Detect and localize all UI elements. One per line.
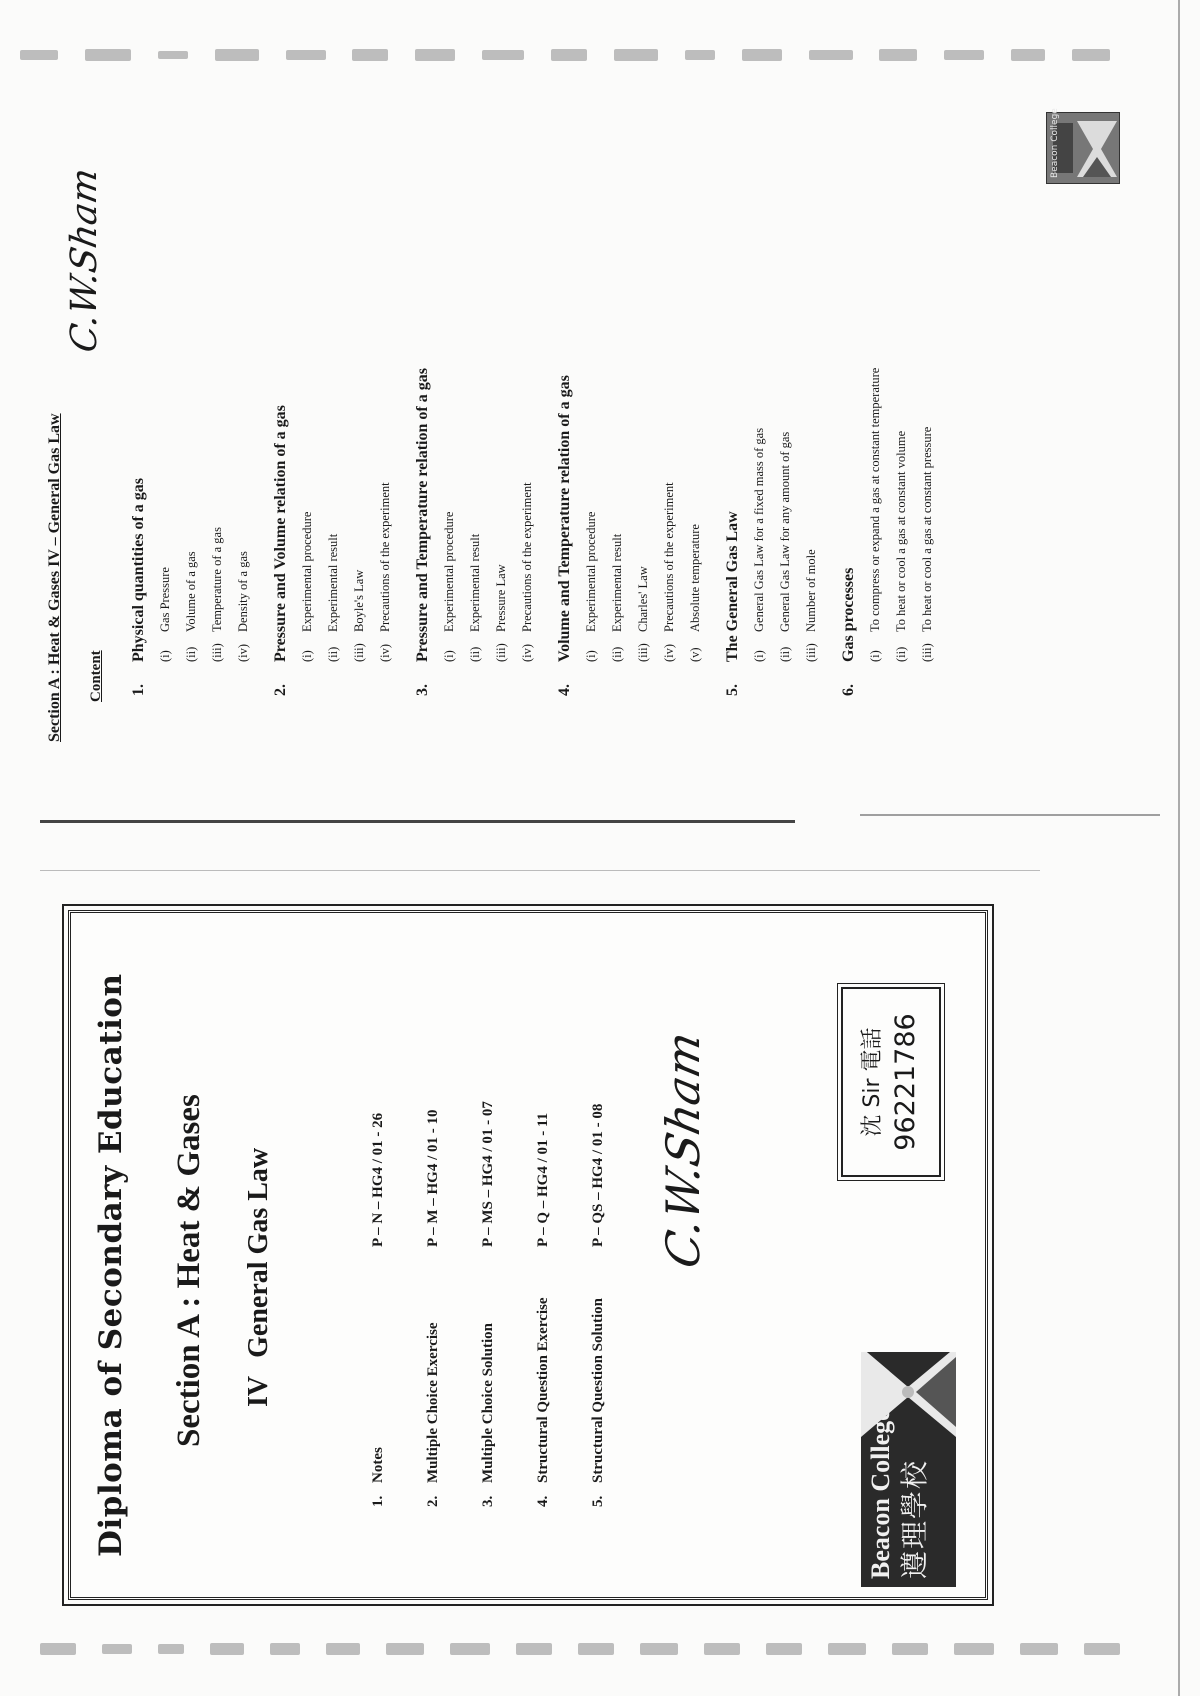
- cover-item-label: Notes: [370, 1447, 386, 1483]
- panel-divider-line: [40, 820, 795, 823]
- cover-item: [461, 947, 516, 1507]
- section-number: 5.: [724, 684, 741, 696]
- cover-item: [351, 947, 406, 1507]
- subitem-text: Absolute temperature: [687, 524, 702, 632]
- section-title-text: Pressure and Temperature relation of a gas: [414, 368, 431, 662]
- subitem-text: To heat or cool a gas at constant pressure: [919, 426, 934, 632]
- contents-subitem: [630, 56, 656, 696]
- contents-subitem: [462, 56, 488, 696]
- contents-subitem: [204, 56, 230, 696]
- subitem-number: (ii): [893, 646, 908, 662]
- cover-section-title: Section A : Heat & Gases: [171, 1094, 207, 1447]
- subitem-text: Temperature of a gas: [209, 527, 224, 632]
- cover-item-label: Structural Question Exercise: [535, 1297, 551, 1483]
- section-title-text: Physical quantities of a gas: [130, 477, 147, 662]
- subitem-text: Precautions of the experiment: [661, 482, 676, 632]
- contents-signature: C.W.Sham: [64, 165, 105, 356]
- cover-item-code: P – MS – HG4 / 01 - 07: [480, 1101, 496, 1247]
- contents-section-title: [552, 56, 578, 696]
- subitem-number: (iv): [377, 643, 392, 662]
- subitem-text: Experimental result: [609, 533, 624, 632]
- contents-subitem: [178, 56, 204, 696]
- subitem-number: (iii): [493, 643, 508, 662]
- cover-item-number: 5.: [590, 1495, 606, 1507]
- beacon-college-logo: [861, 1352, 956, 1587]
- cover-signature: C.W.Sham: [656, 1027, 710, 1273]
- subitem-text: Number of mole: [803, 549, 818, 632]
- cover-item-label: Multiple Choice Exercise: [425, 1322, 441, 1483]
- contact-phone: 96221786: [890, 1013, 921, 1151]
- logo-name: Beacon College: [866, 1409, 895, 1579]
- mini-logo-text: Beacon College: [1050, 108, 1060, 178]
- subitem-number: (i): [867, 650, 882, 662]
- subitem-number: (iii): [351, 643, 366, 662]
- subitem-number: (ii): [325, 646, 340, 662]
- mini-hourglass-icon: [1077, 121, 1117, 177]
- subitem-number: (iii): [919, 643, 934, 662]
- section-title-text: Gas processes: [840, 567, 857, 662]
- subitem-number: (iv): [235, 643, 250, 662]
- cover-item: [516, 947, 571, 1507]
- section-number: 6.: [840, 684, 857, 696]
- subitem-number: (ii): [777, 646, 792, 662]
- contents-subitem: [346, 56, 372, 696]
- contents-panel: [40, 52, 1040, 742]
- scan-edge-marks-bottom: [40, 1638, 1120, 1660]
- subitem-text: To heat or cool a gas at constant volume: [893, 430, 908, 632]
- cover-item-number: 3.: [480, 1495, 496, 1507]
- subitem-text: Experimental result: [325, 533, 340, 632]
- contents-subitem: [436, 56, 462, 696]
- cover-item-code: P – QS – HG4 / 01 - 08: [590, 1103, 606, 1247]
- contents-subitem: [746, 56, 772, 696]
- subitem-text: General Gas Law for a fixed mass of gas: [751, 427, 766, 632]
- subitem-number: (i): [157, 650, 172, 662]
- contents-subitem: [862, 56, 888, 696]
- subitem-text: Precautions of the experiment: [519, 482, 534, 632]
- subitem-number: (i): [441, 650, 456, 662]
- subitem-text: Experimental procedure: [441, 511, 456, 632]
- contents-subitem: [488, 56, 514, 696]
- subitem-number: (iii): [635, 643, 650, 662]
- cover-item-label: Multiple Choice Solution: [480, 1322, 496, 1483]
- contents-subitem: [888, 56, 914, 696]
- subitem-text: Volume of a gas: [183, 551, 198, 632]
- cover-item: [406, 947, 461, 1507]
- contents-subitem: [798, 56, 824, 696]
- subitem-text: Precautions of the experiment: [377, 482, 392, 632]
- contents-section-title: [268, 56, 294, 696]
- subitem-number: (ii): [467, 646, 482, 662]
- contents-subitem: [320, 56, 346, 696]
- cover-topic: [243, 1148, 275, 1407]
- contents-subitem: [294, 56, 320, 696]
- contents-section-title: [720, 56, 746, 696]
- subitem-text: Experimental result: [467, 533, 482, 632]
- subitem-text: Density of a gas: [235, 551, 250, 632]
- subitem-text: Charles' Law: [635, 566, 650, 632]
- fold-line: [40, 870, 1040, 871]
- cover-item-number: 2.: [425, 1495, 441, 1507]
- subitem-number: (v): [687, 647, 702, 662]
- contents-section-title: [836, 56, 862, 696]
- cover-item-number: 4.: [535, 1495, 551, 1507]
- contents-subitem: [230, 56, 256, 696]
- cover-item-code: P – N – HG4 / 01 - 26: [370, 1112, 386, 1247]
- cover-item-number: 1.: [370, 1495, 386, 1507]
- contents-subitem: [578, 56, 604, 696]
- contents-subitem: [372, 56, 398, 696]
- subitem-number: (i): [583, 650, 598, 662]
- panel-divider-line-right: [860, 814, 1160, 816]
- cover-item-code: P – Q – HG4 / 01 - 11: [535, 1112, 551, 1247]
- logo-chinese-name: 遵理學校: [900, 1458, 931, 1579]
- section-number: 1.: [130, 684, 147, 696]
- contents-header: Section A : Heat & Gases IV – General Gas Law: [46, 413, 63, 742]
- cover-title: Diploma of Secondary Education: [93, 973, 129, 1557]
- cover-topic-title: General Gas Law: [243, 1147, 274, 1358]
- subitem-number: (iii): [209, 643, 224, 662]
- subitem-number: (i): [751, 650, 766, 662]
- subitem-number: (ii): [183, 646, 198, 662]
- subitem-number: (iv): [661, 643, 676, 662]
- contents-label: Content: [88, 650, 104, 702]
- subitem-number: (i): [299, 650, 314, 662]
- subitem-number: (iii): [803, 643, 818, 662]
- subitem-number: (iv): [519, 643, 534, 662]
- contents-section-title: [126, 56, 152, 696]
- subitem-text: Gas Pressure: [157, 567, 172, 632]
- cover-item: [571, 947, 626, 1507]
- subitem-text: Experimental procedure: [583, 511, 598, 632]
- scan-right-edge: [1178, 0, 1180, 1696]
- contents-subitem: [514, 56, 540, 696]
- cover-item-label: Structural Question Solution: [590, 1297, 606, 1483]
- cover-topic-number: IV: [243, 1375, 274, 1407]
- contents-subitem: [604, 56, 630, 696]
- contents-subitem: [656, 56, 682, 696]
- hourglass-icon: [861, 1352, 956, 1437]
- cover-item-list: [351, 947, 626, 1507]
- section-number: 3.: [414, 684, 431, 696]
- section-number: 2.: [272, 684, 289, 696]
- contents-subitem: [914, 56, 940, 696]
- subitem-number: (ii): [609, 646, 624, 662]
- section-number: 4.: [556, 684, 573, 696]
- contents-subitem: [682, 56, 708, 696]
- subitem-text: To compress or expand a gas at constant temperature: [867, 367, 882, 632]
- section-title-text: The General Gas Law: [724, 511, 741, 662]
- contact-name: 沈 Sir 電話: [860, 1027, 885, 1137]
- contents-subitem: [772, 56, 798, 696]
- section-title-text: Volume and Temperature relation of a gas: [556, 375, 573, 662]
- cover-item-code: P – M – HG4 / 01 - 10: [425, 1109, 441, 1247]
- subitem-text: General Gas Law for any amount of gas: [777, 431, 792, 632]
- subitem-text: Boyle's Law: [351, 569, 366, 632]
- subitem-text: Pressure Law: [493, 564, 508, 632]
- contents-section-title: [410, 56, 436, 696]
- contact-box: [841, 987, 941, 1177]
- subitem-text: Experimental procedure: [299, 511, 314, 632]
- contents-subitem: [152, 56, 178, 696]
- section-title-text: Pressure and Volume relation of a gas: [272, 405, 289, 662]
- contents-list: [126, 56, 940, 696]
- cover-panel: [68, 910, 988, 1600]
